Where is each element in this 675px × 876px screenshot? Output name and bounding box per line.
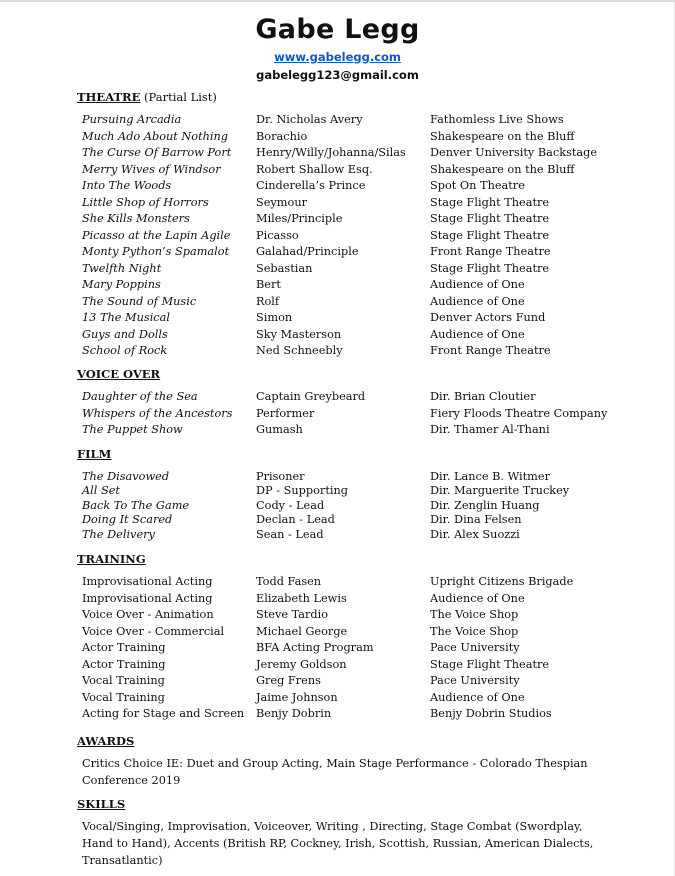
credit-company: Fiery Floods Theatre Company — [430, 406, 608, 420]
credit-role: Cody - Lead — [256, 498, 325, 512]
credit-title: All Set — [82, 484, 120, 498]
credit-title: Monty Python’s Spamalot — [82, 245, 230, 258]
credit-role: Michael George — [256, 624, 348, 638]
credit-company: Stage Flight Theatre — [430, 195, 550, 209]
credit-title: The Delivery — [82, 527, 155, 541]
credit-title: She Kills Monsters — [82, 212, 190, 225]
credit-title: School of Rock — [82, 344, 168, 357]
page-top-edge — [0, 0, 675, 2]
credit-company: Upright Citizens Brigade — [430, 575, 574, 588]
credit-company: The Voice Shop — [430, 608, 519, 621]
credit-company: Front Range Theatre — [430, 344, 551, 357]
credit-company: Fathomless Live Shows — [430, 113, 564, 126]
credit-title: The Curse Of Barrow Port — [82, 146, 232, 159]
credit-role: Captain Greybeard — [256, 390, 366, 403]
credit-company: Dir. Marguerite Truckey — [430, 484, 570, 498]
credit-company: Stage Flight Theatre — [430, 657, 550, 671]
skills-text: Vocal/Singing, Improvisation, Voiceover, Writing , Directing, Stage Combat (Swordplay, Hand to Hand), Accents (British RP, Cockney, Irish, Scottish, Russian, American Dialects, Transatlantic) — [82, 820, 594, 867]
credit-title: Vocal Training — [82, 674, 165, 687]
credit-title: The Sound of Music — [82, 294, 197, 308]
credit-company: Audience of One — [430, 327, 525, 341]
theatre-heading-label: THEATRE — [77, 90, 141, 104]
skills-heading — [77, 797, 125, 812]
credit-title: 13 The Musical — [82, 311, 170, 324]
credit-company: Dir. Brian Cloutier — [430, 390, 536, 403]
credit-company: Stage Flight Theatre — [430, 228, 550, 242]
credit-company: Dir. Alex Suozzi — [430, 527, 520, 541]
credit-title: Into The Woods — [82, 179, 172, 192]
awards-text: Critics Choice IE: Duet and Group Acting, Main Stage Performance - Colorado Thespian Conference 2019 — [82, 757, 588, 787]
voice-over-heading-label: VOICE OVER — [77, 367, 161, 381]
credit-role: BFA Acting Program — [256, 641, 374, 654]
actor-name: Gabe Legg — [255, 14, 420, 45]
credit-company: Denver Actors Fund — [430, 311, 546, 324]
credit-company: Audience of One — [430, 278, 525, 291]
theatre-heading — [77, 90, 217, 105]
credit-role: Declan - Lead — [256, 513, 335, 527]
credit-title: Twelfth Night — [82, 261, 162, 275]
credit-role: Greg Frens — [256, 674, 321, 687]
credit-role: Ned Schneebly — [256, 344, 343, 357]
credit-title: Acting for Stage and Screen — [82, 707, 245, 720]
credit-title: Voice Over - Animation — [82, 608, 214, 621]
theatre-heading-note: (Partial List) — [140, 90, 217, 104]
credit-role: Steve Tardio — [256, 608, 329, 621]
credit-company: Audience of One — [430, 591, 525, 605]
credit-company: Denver University Backstage — [430, 146, 598, 159]
credit-company: Shakespeare on the Bluff — [430, 129, 575, 143]
awards-heading-label: AWARDS — [77, 734, 135, 748]
credit-title: Little Shop of Horrors — [82, 195, 209, 209]
credit-role: Benjy Dobrin — [256, 707, 332, 720]
credit-role: Henry/Willy/Johanna/Silas — [256, 146, 406, 159]
credit-role: Sebastian — [256, 261, 313, 275]
credit-title: Actor Training — [82, 657, 166, 671]
credit-company: Dir. Thamer Al-Thani — [430, 423, 550, 436]
credit-role: Picasso — [256, 228, 299, 242]
credit-role: Simon — [256, 311, 293, 324]
credit-role: Dr. Nicholas Avery — [256, 113, 363, 126]
credit-title: Actor Training — [82, 641, 166, 654]
credit-company: Pace University — [430, 641, 520, 654]
credit-role: Seymour — [256, 195, 307, 209]
credit-title: Merry Wives of Windsor — [82, 162, 221, 176]
credit-role: Sean - Lead — [256, 527, 324, 541]
credit-title: Guys and Dolls — [82, 327, 168, 341]
credit-role: Galahad/Principle — [256, 245, 359, 258]
credit-company: Front Range Theatre — [430, 245, 551, 258]
credit-title: Doing It Scared — [82, 513, 173, 527]
film-heading — [77, 447, 111, 462]
credit-role: Cinderella’s Prince — [256, 179, 366, 192]
credit-role: DP - Supporting — [256, 484, 348, 498]
credit-role: Jeremy Goldson — [256, 657, 347, 671]
training-heading-label: TRAINING — [77, 552, 146, 566]
credit-role: Miles/Principle — [256, 212, 343, 225]
credit-title: Back To The Game — [82, 498, 190, 512]
email-address[interactable]: gabelegg123@gmail.com — [256, 68, 419, 82]
credit-role: Bert — [256, 278, 281, 291]
film-heading-label: FILM — [77, 447, 112, 461]
credit-title: Picasso at the Lapin Agile — [82, 228, 231, 242]
credit-role: Borachio — [256, 129, 308, 143]
credit-role: Performer — [256, 406, 315, 420]
credit-company: Audience of One — [430, 690, 525, 704]
credit-company: Pace University — [430, 674, 520, 687]
credit-title: The Disavowed — [82, 470, 170, 483]
credit-company: Stage Flight Theatre — [430, 261, 550, 275]
credit-role: Rolf — [256, 294, 280, 308]
credit-title: Voice Over - Commercial — [82, 624, 225, 638]
credit-company: Spot On Theatre — [430, 179, 525, 192]
credit-role: Jaime Johnson — [256, 690, 338, 704]
awards-heading — [77, 734, 134, 749]
credit-title: Much Ado About Nothing — [82, 129, 229, 143]
credit-title: Daughter of the Sea — [82, 390, 198, 403]
credit-role: Todd Fasen — [256, 575, 322, 588]
website-link[interactable]: www.gabelegg.com — [274, 50, 401, 64]
credit-title: The Puppet Show — [82, 423, 183, 436]
credit-role: Sky Masterson — [256, 327, 342, 341]
credit-company: The Voice Shop — [430, 624, 519, 638]
credit-company: Audience of One — [430, 294, 525, 308]
resume-header — [0, 14, 675, 83]
credit-title: Improvisational Acting — [82, 575, 213, 588]
training-heading — [77, 552, 146, 567]
credit-company: Shakespeare on the Bluff — [430, 162, 575, 176]
credit-company: Benjy Dobrin Studios — [430, 707, 552, 720]
credit-company: Stage Flight Theatre — [430, 212, 550, 225]
skills-heading-label: SKILLS — [77, 797, 126, 811]
credit-role: Robert Shallow Esq. — [256, 162, 373, 176]
credit-title: Whispers of the Ancestors — [82, 406, 233, 420]
credit-company: Dir. Dina Felsen — [430, 513, 522, 527]
credit-company: Dir. Lance B. Witmer — [430, 470, 550, 483]
credit-title: Improvisational Acting — [82, 591, 213, 605]
credit-title: Vocal Training — [82, 690, 165, 704]
credit-role: Prisoner — [256, 470, 305, 483]
voice-over-heading — [77, 367, 160, 382]
credit-role: Gumash — [256, 423, 303, 436]
credit-title: Pursuing Arcadia — [82, 113, 182, 126]
credit-role: Elizabeth Lewis — [256, 591, 347, 605]
credit-title: Mary Poppins — [82, 278, 161, 291]
credit-company: Dir. Zenglin Huang — [430, 498, 540, 512]
